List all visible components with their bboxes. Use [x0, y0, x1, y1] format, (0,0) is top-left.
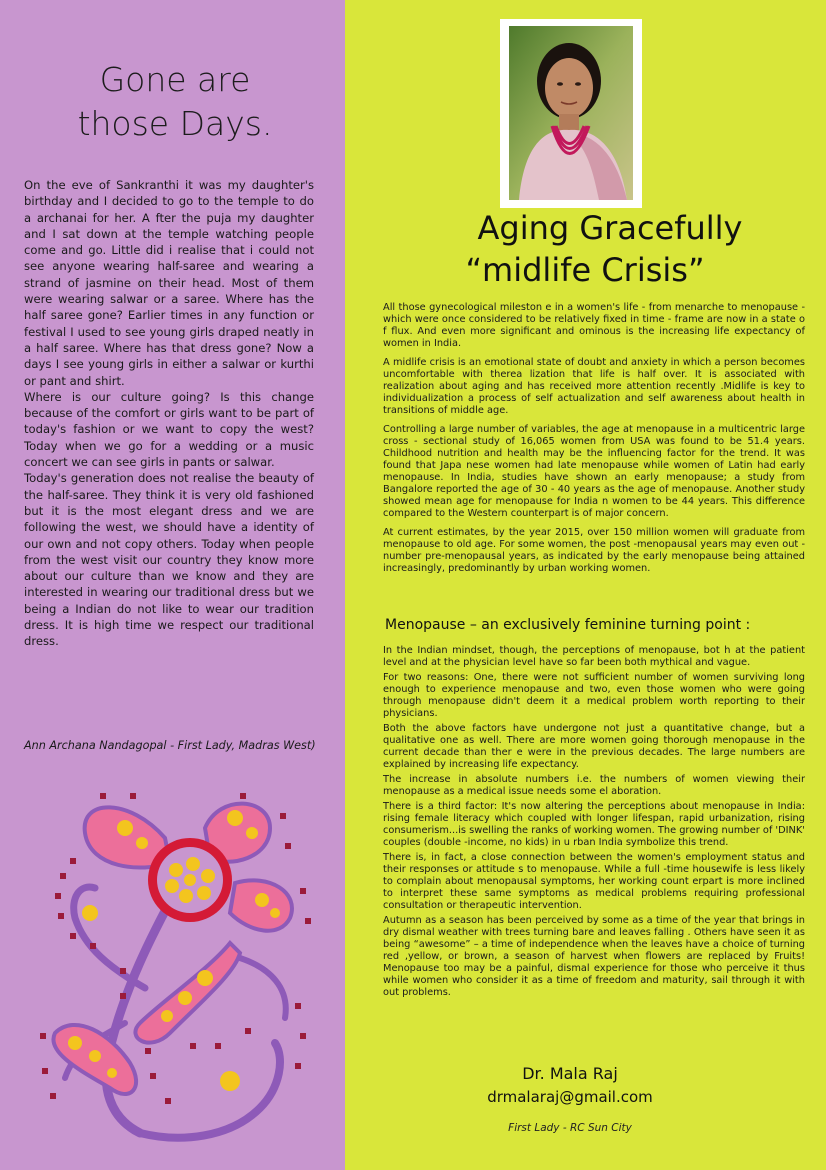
section-paragraph-1: In the Indian mindset, though, the perceptions of menopause, bot h at the patient level and at the physician level have so far been both mythical and vague.	[383, 645, 805, 668]
left-paragraph-3: Today's generation does not realise the beauty of the half-saree. They think it is very old fashioned but it is the most elegant dress and we are following the west, we should have a identity of our own and not copy others. Today when people from the west visit our country they know more about our culture than we know and they are interested in wearing our traditional dress but we being a Indian do not like to wear our tradition dress. It is high time we respect our traditional dress.	[24, 471, 314, 649]
left-signature: Ann Archana Nandagopal - First Lady, Madras West)	[24, 739, 316, 752]
right-article-subtitle: “midlife Crisis”	[465, 251, 705, 289]
section-heading: Menopause – an exclusively feminine turning point :	[385, 617, 751, 633]
right-paragraph-3: Controlling a large number of variables, the age at menopause in a multicentric large cross - sectional study of 16,065 women from USA was found to be 51.4 years. Childhood nutrition and health may be the influencing factor for the trend. It was found that Japa nese women had late menopause while women of Latin had early menopause. In India, studies have shown an early menopause; a study from Bangalore reported the age of 30 - 40 years as the age of menopause. Another study showed mean age for menopause for India n women to be 44 years. This difference compared to the Western counterpart is of major concern.	[383, 424, 805, 519]
author-name: Dr. Mala Raj	[522, 1064, 618, 1083]
flower-icon	[30, 788, 335, 1148]
left-article-body	[24, 177, 314, 650]
section-paragraph-7: Autumn as a season has been perceived by some as a time of the year that brings in dry dismal weather with trees turning bare and leaves falling . Others have seen it as being “awesome” – a time of independence when the leaves have a choice of turning red ,yellow, or brown, a season of harvest when flowers are replaced by Fruits! Menopause too may be a painful, dismal experience for those who perceive it thus while women who consider it as a time of freedom and maturity, sail through it with out problems.	[383, 915, 805, 998]
section-paragraph-6: There is, in fact, a close connection between the women's employment status and their responses or attitude s to menopause. While a full -time housewife is less likely to complain about menopausal symptoms, her working count erpart is more inclined to interpret these same symptoms as medical problems requiring professional consultation or therapeutic intervention.	[383, 852, 805, 911]
section-paragraph-3: Both the above factors have undergone not just a quantitative change, but a qualitative one as well. There are more women going thorough menopause in the current decade than ther e were in the previous decades. The large numbers are explained by increasing life expectancy.	[383, 723, 805, 770]
right-paragraph-4: At current estimates, by the year 2015, over 150 million women will graduate from menopause to old age. For some women, the post -menopausal years may even out - number pre-menopausal years, as indicated by the early menopause being attained increasingly, predominantly by urban working women.	[383, 527, 805, 574]
author-title: First Lady - RC Sun City	[508, 1122, 632, 1134]
author-email[interactable]: drmalaraj@gmail.com	[487, 1088, 653, 1106]
section-paragraph-2: For two reasons: One, there were not sufficient number of women surviving long enough to experience menopause and two, even those women who were going through menopause didn't deem it a medical problem worth reporting to their physicians.	[383, 672, 805, 719]
right-paragraph-2: A midlife crisis is an emotional state of doubt and anxiety in which a person becomes uncomfortable with therea lization that life is half over. It is associated with realization about aging and has received more attention recently .Midlife is key to individualization a process of self actualization and self awareness about health in transitions of middle age.	[383, 357, 805, 416]
left-paragraph-2: Where is our culture going? Is this change because of the comfort or girls want to be part of today's fashion or we want to copy the west? Today when we go for a wedding or a music concert we can see girls in pants or salwar.	[24, 389, 314, 470]
left-article-title	[20, 58, 330, 146]
left-title-line2: those Days.	[77, 104, 273, 143]
left-title-line1: Gone are	[99, 60, 251, 99]
left-paragraph-1: On the eve of Sankranthi it was my daughter's birthday and I decided to go to the temple to do a archanai for her. A fter the puja my daughter and I sat down at the temple watching people come and go. Little did i realise that i could not see anyone wearing half-saree and wearing a strand of jasmine on their head. Most of them were wearing salwar or a saree. Where has the half saree gone? Earlier times in any function or festival I used to see young girls draped neatly in a half saree. Where has that dress gone? Now a days I see young girls in either a salwar or kurthi or pant and shirt.	[24, 178, 314, 388]
right-article-body	[383, 302, 805, 582]
section-paragraph-5: There is a third factor: It's now altering the perceptions about menopause in India: rising female literacy which coupled with longer lifespan, rapid urbanization, rising consumerism...is swelling the ranks of working women. The growing number of 'DINK' couples (double -income, no kids) in u rban India symbolize this trend.	[383, 801, 805, 848]
portrait-photo-icon	[509, 26, 633, 200]
right-paragraph-1: All those gynecological mileston e in a women's life - from menarche to menopause - which were once considered to be relatively fixed in time - frame are now in a state o f flux. And even more significant and ominous is the increasing life expectancy of women in India.	[383, 302, 805, 349]
section-body	[383, 645, 805, 1002]
section-paragraph-4: The increase in absolute numbers i.e. the numbers of women viewing their menopause as a medical issue needs some el aboration.	[383, 774, 805, 797]
right-article-title: Aging Gracefully	[477, 209, 743, 247]
